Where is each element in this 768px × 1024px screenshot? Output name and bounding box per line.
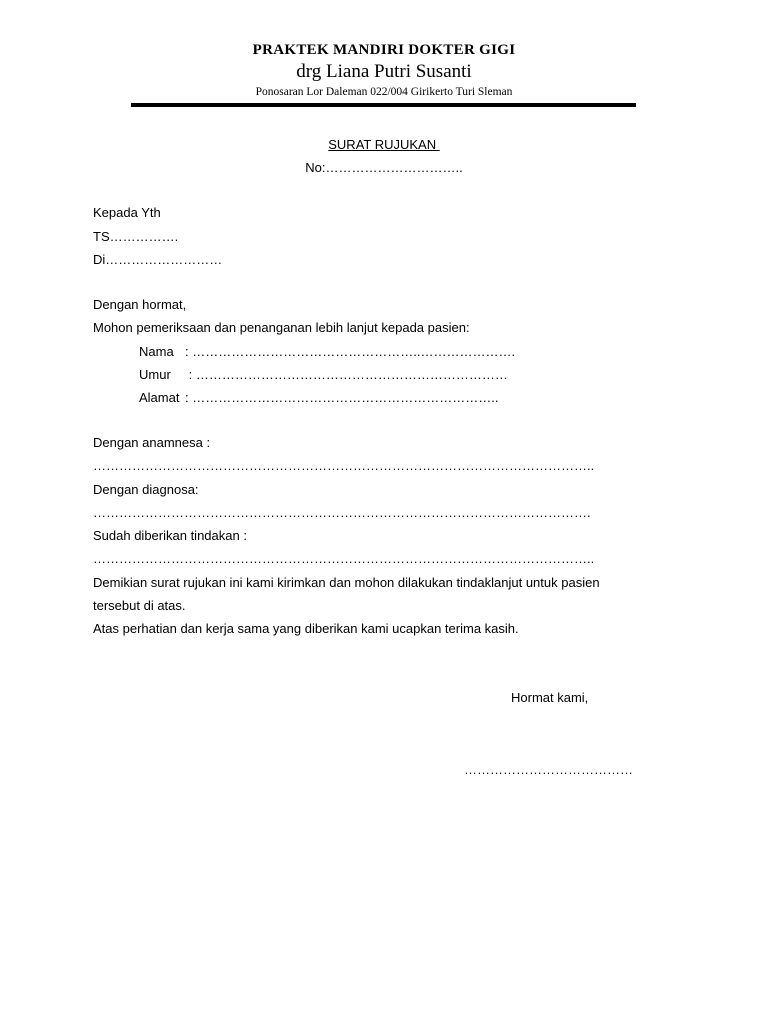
letterhead — [0, 40, 768, 100]
tindakan-label: Sudah diberikan tindakan : — [93, 528, 247, 543]
clinic-address: Ponosaran Lor Daleman 022/004 Girikerto Turi Sleman — [255, 86, 513, 98]
closing-paragraph-line-1: Demikian surat rujukan ini kami kirimkan dan mohon dilakukan tindaklanjut untuk pasien — [93, 575, 600, 590]
salutation: Dengan hormat, — [93, 297, 187, 312]
letter-number: No:………………………….. — [305, 160, 463, 175]
diagnosa-dots: ……………………………………………………………………………………………………. — [93, 505, 591, 520]
signature-line: ………………………………… — [464, 762, 633, 777]
anamnesa-dots: …………………………………………………………………………………………………….. — [93, 458, 595, 473]
patient-age-field — [139, 367, 508, 383]
patient-address-field — [139, 390, 498, 406]
signature-regards: Hormat kami, — [511, 690, 589, 705]
patient-age-label: Umur — [139, 367, 171, 382]
recipient-ts: TS……………. — [93, 229, 179, 244]
patient-name-value: : ……………………………………………..…………………. — [185, 344, 516, 359]
letter-title: SURAT RUJUKAN — [328, 137, 440, 152]
header-divider — [131, 103, 636, 107]
patient-name-label: Nama — [139, 344, 174, 359]
clinic-name: PRAKTEK MANDIRI DOKTER GIGI — [252, 42, 516, 58]
patient-age-value: : ……………………………………………………………… — [185, 367, 508, 382]
patient-name-field — [139, 344, 515, 360]
recipient-di: Di……………………… — [93, 252, 223, 267]
patient-address-label: Alamat — [139, 390, 180, 405]
recipient-greeting: Kepada Yth — [93, 205, 161, 220]
doctor-name: drg Liana Putri Susanti — [296, 61, 472, 82]
patient-address-value: : …………………………………………………………….. — [185, 390, 499, 405]
anamnesa-label: Dengan anamnesa : — [93, 435, 211, 450]
closing-paragraph-line-2: tersebut di atas. — [93, 598, 186, 613]
tindakan-dots: …………………………………………………………………………………………………….. — [93, 551, 595, 566]
closing-thanks: Atas perhatian dan kerja sama yang diberikan kami ucapkan terima kasih. — [93, 621, 519, 636]
diagnosa-label: Dengan diagnosa: — [93, 482, 199, 497]
request-text: Mohon pemeriksaan dan penanganan lebih lanjut kepada pasien: — [93, 320, 470, 335]
